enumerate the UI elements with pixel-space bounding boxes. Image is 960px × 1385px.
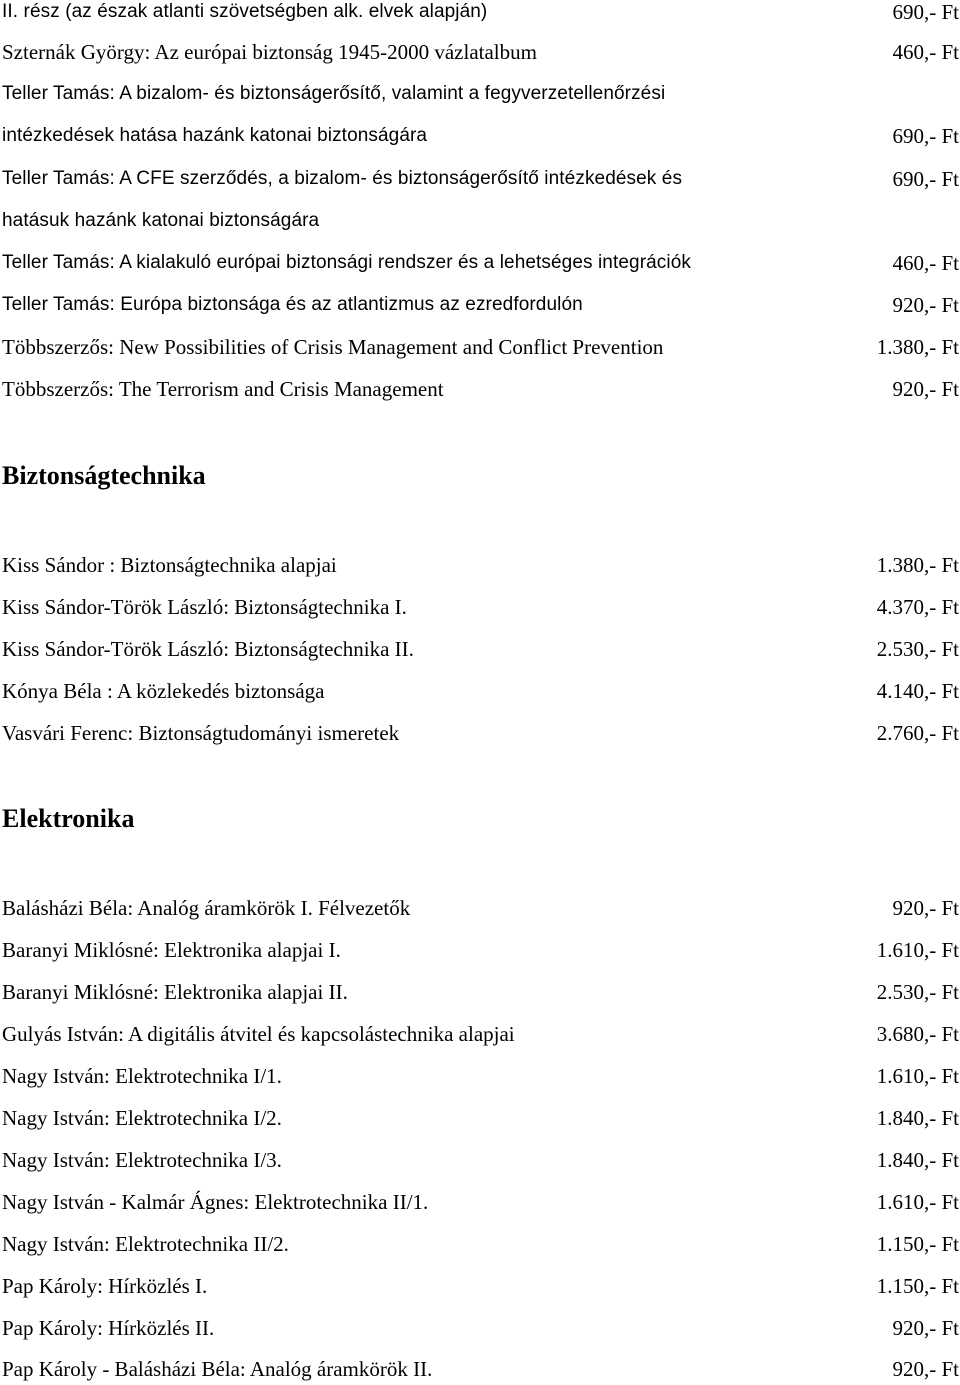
- item-price: 690,- Ft: [892, 124, 959, 148]
- item-title: Kónya Béla : A közlekedés biztonsága: [2, 679, 325, 703]
- list-item: [0, 1313, 960, 1343]
- list-item: [0, 1061, 960, 1091]
- item-price: 1.380,- Ft: [876, 553, 959, 577]
- item-title: Gulyás István: A digitális átvitel és kapcsolástechnika alapjai: [2, 1022, 515, 1046]
- item-title: Pap Károly - Balásházi Béla: Analóg áramkörök II.: [2, 1357, 433, 1381]
- list-item: [0, 592, 960, 622]
- item-title: Többszerzős: The Terrorism and Crisis Management: [2, 377, 444, 401]
- item-price: 920,- Ft: [892, 896, 959, 920]
- item-title: Pap Károly: Hírközlés II.: [2, 1316, 215, 1340]
- item-price: 1.610,- Ft: [876, 938, 959, 962]
- item-title: Nagy István: Elektrotechnika I/1.: [2, 1064, 282, 1088]
- list-item: [0, 1187, 960, 1217]
- list-item: [0, 1271, 960, 1301]
- list-item: [0, 893, 960, 923]
- item-price: 1.610,- Ft: [876, 1190, 959, 1214]
- section-heading-biztonsagtechnika: Biztonságtechnika: [2, 461, 206, 490]
- item-price: 460,- Ft: [892, 251, 959, 275]
- item-title: Kiss Sándor-Török László: Biztonságtechnika I.: [2, 595, 407, 619]
- item-price: 2.760,- Ft: [876, 721, 959, 745]
- list-item: [0, 374, 960, 404]
- list-item: [0, 550, 960, 580]
- item-price: 1.150,- Ft: [876, 1274, 959, 1298]
- item-price: 1.610,- Ft: [876, 1064, 959, 1088]
- list-item: [0, 935, 960, 965]
- list-item: [0, 1019, 960, 1049]
- item-title: Teller Tamás: Európa biztonsága és az atlantizmus az ezredfordulón: [2, 294, 583, 315]
- list-item: [0, 332, 960, 362]
- item-title: Nagy István - Kalmár Ágnes: Elektrotechnika II/1.: [2, 1190, 429, 1214]
- list-item: [0, 676, 960, 706]
- item-title: Teller Tamás: A bizalom- és biztonságerősítő, valamint a fegyverzetellenőrzési: [2, 83, 666, 104]
- item-title: Teller Tamás: A kialakuló európai biztonsági rendszer és a lehetséges integrációk: [2, 252, 691, 273]
- list-item: [0, 248, 960, 278]
- item-title: Nagy István: Elektrotechnika I/2.: [2, 1106, 282, 1130]
- item-title: Pap Károly: Hírközlés I.: [2, 1274, 208, 1298]
- item-title: Nagy István: Elektrotechnika I/3.: [2, 1148, 282, 1172]
- item-price: 920,- Ft: [892, 293, 959, 317]
- item-price: 3.680,- Ft: [876, 1022, 959, 1046]
- list-item: [0, 79, 960, 109]
- list-item: [0, 1229, 960, 1259]
- list-item: [0, 0, 960, 27]
- item-title: Baranyi Miklósné: Elektronika alapjai I.: [2, 938, 341, 962]
- item-title: Többszerzős: New Possibilities of Crisis Management and Conflict Prevention: [2, 335, 664, 359]
- item-price: 920,- Ft: [892, 377, 959, 401]
- item-title: hatásuk hazánk katonai biztonságára: [2, 210, 320, 231]
- list-item: [0, 37, 960, 67]
- list-item: [0, 1103, 960, 1133]
- list-item: [0, 718, 960, 748]
- item-title: Nagy István: Elektrotechnika II/2.: [2, 1232, 289, 1256]
- item-title: Baranyi Miklósné: Elektronika alapjai II.: [2, 980, 348, 1004]
- item-price: 690,- Ft: [892, 167, 959, 191]
- list-item: [0, 121, 960, 151]
- item-title: Teller Tamás: A CFE szerződés, a bizalom- és biztonságerősítő intézkedések és: [2, 168, 683, 189]
- list-item: [0, 206, 960, 236]
- item-price: 2.530,- Ft: [876, 637, 959, 661]
- list-item: [0, 1145, 960, 1175]
- item-price: 4.140,- Ft: [876, 679, 959, 703]
- item-title: II. rész (az észak atlanti szövetségben alk. elvek alapján): [2, 1, 488, 22]
- item-title: intézkedések hatása hazánk katonai biztonságára: [2, 125, 428, 146]
- item-price: 920,- Ft: [892, 1357, 959, 1381]
- item-title: Balásházi Béla: Analóg áramkörök I. Félvezetők: [2, 896, 411, 920]
- list-item: [0, 290, 960, 320]
- item-price: 1.150,- Ft: [876, 1232, 959, 1256]
- item-price: 2.530,- Ft: [876, 980, 959, 1004]
- item-title: Vasvári Ferenc: Biztonságtudományi ismeretek: [2, 721, 400, 745]
- item-price: 690,- Ft: [892, 0, 959, 24]
- item-price: 920,- Ft: [892, 1316, 959, 1340]
- item-title: Kiss Sándor-Török László: Biztonságtechnika II.: [2, 637, 414, 661]
- item-price: 1.840,- Ft: [876, 1106, 959, 1130]
- list-item: [0, 164, 960, 194]
- list-item: [0, 977, 960, 1007]
- item-price: 1.380,- Ft: [876, 335, 959, 359]
- section-heading-elektronika: Elektronika: [2, 804, 135, 833]
- item-price: 4.370,- Ft: [876, 595, 959, 619]
- item-price: 460,- Ft: [892, 40, 959, 64]
- list-item: [0, 634, 960, 664]
- item-price: 1.840,- Ft: [876, 1148, 959, 1172]
- item-title: Szternák György: Az európai biztonság 1945-2000 vázlatalbum: [2, 40, 537, 64]
- list-item: [0, 1354, 960, 1384]
- item-title: Kiss Sándor : Biztonságtechnika alapjai: [2, 553, 337, 577]
